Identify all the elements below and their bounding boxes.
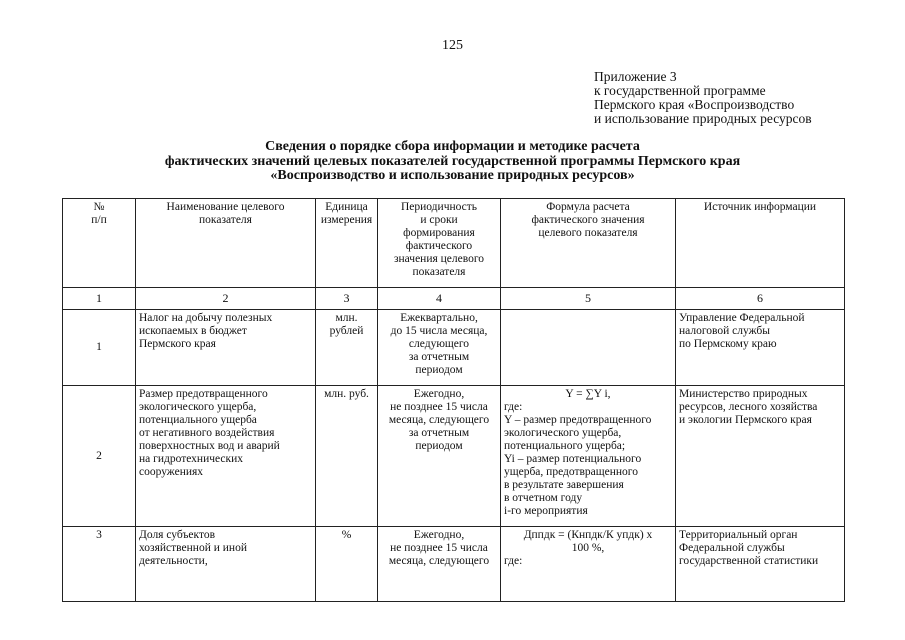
table-row	[63, 527, 845, 602]
text-line: в результате завершения	[504, 479, 624, 491]
text-line: налоговой службы	[679, 325, 770, 337]
indicator-name	[136, 527, 316, 602]
title-line: Сведения о порядке сбора информации и методике расчета	[265, 139, 640, 154]
formula-expression: Y = ∑Y i,	[565, 388, 611, 400]
indicators-table	[62, 198, 845, 602]
text-line: следующего	[408, 338, 470, 350]
header-no	[63, 199, 136, 288]
header-indicator-name	[136, 199, 316, 288]
text-line: экологического ущерба,	[139, 401, 257, 413]
text-line: Периодичность	[400, 201, 478, 213]
source	[676, 527, 845, 602]
text-line: ресурсов, лесного хозяйства	[679, 401, 818, 413]
text-line: потенциального ущерба;	[504, 440, 626, 452]
column-number: 2	[136, 288, 316, 310]
text-line: до 15 числа месяца,	[390, 325, 488, 337]
text-line: %	[341, 529, 352, 541]
text-line: млн.	[335, 312, 358, 324]
text-line: где:	[504, 555, 523, 567]
formula-expression	[504, 529, 672, 555]
text-line: фактического значения	[531, 214, 645, 226]
text-line: периодом	[415, 364, 463, 376]
unit	[316, 310, 378, 386]
text-line: экологического ущерба,	[504, 427, 622, 439]
unit	[316, 527, 378, 602]
text-line: Федеральной службы	[679, 542, 785, 554]
text-line: Источник информации	[703, 201, 817, 213]
formula	[501, 310, 676, 386]
text-line: за отчетным	[408, 427, 470, 439]
column-number: 1	[63, 288, 136, 310]
formula	[501, 386, 676, 527]
unit	[316, 386, 378, 527]
text-line: и сроки	[420, 214, 458, 226]
table-header-row	[63, 199, 845, 288]
text-line: показателя	[199, 214, 252, 226]
text-line: от негативного воздействия	[139, 427, 275, 439]
text-line: Доля субъектов	[139, 529, 216, 541]
text-line: не позднее 15 числа	[390, 542, 488, 554]
header-formula	[501, 199, 676, 288]
text-line: Ежегодно,	[413, 529, 465, 541]
text-line: не позднее 15 числа	[390, 401, 488, 413]
text-line: потенциального ущерба	[139, 414, 257, 426]
text-line: хозяйственной и иной	[139, 542, 247, 554]
text-line: Ежегодно,	[413, 388, 465, 400]
text-line: млн. руб.	[324, 388, 369, 400]
row-number: 2	[63, 386, 136, 527]
indicator-name	[136, 310, 316, 386]
appendix-label	[594, 70, 812, 126]
indicator-name	[136, 386, 316, 527]
text-line: в отчетном году	[504, 492, 583, 504]
column-number: 6	[676, 288, 845, 310]
text-line: Территориальный орган	[679, 529, 798, 541]
text-line: 100 %,	[571, 542, 605, 554]
periodicity	[378, 386, 501, 527]
text-line: деятельности,	[139, 555, 208, 567]
row-number: 3	[63, 527, 136, 602]
header-unit	[316, 199, 378, 288]
formula-explanation	[504, 555, 672, 568]
text-line: Дппдк = (Кнпдк/К упдк) х	[523, 529, 653, 541]
appendix-line: Пермского края «Воспроизводство	[594, 97, 795, 112]
text-line: сооружениях	[139, 466, 204, 478]
text-line: Наименование целевого	[166, 201, 285, 213]
text-line: государственной статистики	[679, 555, 819, 567]
text-line: Формула расчета	[546, 201, 630, 213]
header-source	[676, 199, 845, 288]
text-line: поверхностных вод и аварий	[139, 440, 280, 452]
periodicity	[378, 527, 501, 602]
text-line: Пермского края	[139, 338, 216, 350]
text-line: показателя	[412, 266, 466, 278]
title-line: фактических значений целевых показателей государственной программы Пермского края	[164, 153, 741, 169]
text-line: месяца, следующего	[388, 555, 490, 567]
title-line: «Воспроизводство и использование природных ресурсов»	[270, 168, 635, 183]
table-row	[63, 310, 845, 386]
column-number: 3	[316, 288, 378, 310]
source	[676, 310, 845, 386]
text-line: периодом	[415, 440, 463, 452]
text-line: фактического	[405, 240, 473, 252]
text-line: ископаемых в бюджет	[139, 325, 247, 337]
table-row	[63, 386, 845, 527]
document-title	[0, 140, 905, 184]
formula	[501, 527, 676, 602]
text-line: и экологии Пермского края	[679, 414, 812, 426]
text-line: Управление Федеральной	[679, 312, 805, 324]
text-line: Налог на добычу полезных	[139, 312, 273, 324]
text-line: за отчетным	[408, 351, 470, 363]
column-number: 5	[501, 288, 676, 310]
column-number-row	[63, 288, 845, 310]
text-line: где:	[504, 401, 523, 413]
column-number: 4	[378, 288, 501, 310]
text-line: Единица	[325, 201, 368, 213]
text-line: формирования	[403, 227, 475, 239]
header-periodicity	[378, 199, 501, 288]
text-line: Размер предотвращенного	[139, 388, 268, 400]
text-line: Ежеквартально,	[400, 312, 478, 324]
row-number: 1	[63, 310, 136, 386]
text-line: измерения	[320, 214, 373, 226]
text-line: рублей	[329, 325, 364, 337]
text-line: на гидротехнических	[139, 453, 244, 465]
text-line: значения целевого	[393, 253, 485, 265]
text-line: Министерство природных	[679, 388, 808, 400]
page-number: 125	[442, 38, 463, 53]
appendix-line: и использование природных ресурсов	[594, 111, 812, 126]
appendix-line: к государственной программе	[594, 83, 766, 98]
text-line: месяца, следующего	[388, 414, 490, 426]
periodicity	[378, 310, 501, 386]
text-line: по Пермскому краю	[679, 338, 777, 350]
text-line: Yi – размер потенциального	[504, 453, 642, 465]
formula-explanation	[504, 401, 672, 518]
text-line: i-го мероприятия	[504, 505, 588, 517]
text-line: ущерба, предотвращенного	[504, 466, 638, 478]
appendix-line: Приложение 3	[594, 69, 677, 84]
text-line: п/п	[91, 214, 107, 226]
text-line: целевого показателя	[538, 227, 638, 239]
text-line: Y – размер предотвращенного	[504, 414, 652, 426]
text-line: №	[93, 201, 105, 213]
source	[676, 386, 845, 527]
